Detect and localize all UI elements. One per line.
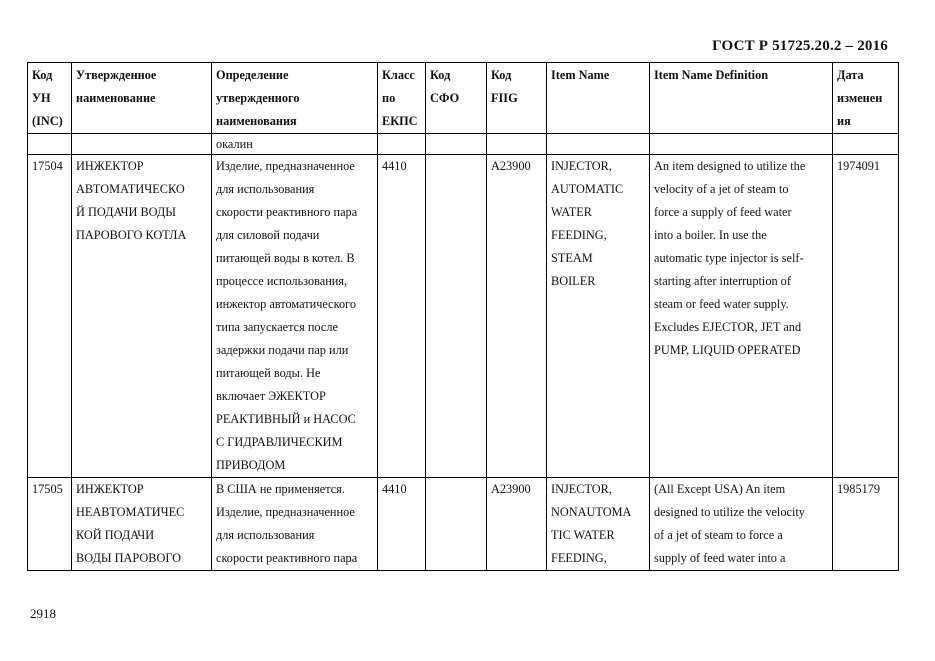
header-ekps-class: Класс по ЕКПС xyxy=(378,63,426,134)
table-cell xyxy=(650,134,833,155)
fiig-code-cell: A23900 xyxy=(487,155,547,478)
sfo-code-cell xyxy=(426,478,487,571)
approved-name-cell: ИНЖЕКТОР НЕАВТОМАТИЧЕС КОЙ ПОДАЧИ ВОДЫ ПАРОВОГО xyxy=(72,478,212,571)
header-approved-name: Утвержденное наименование xyxy=(72,63,212,134)
inc-code-cell: 17504 xyxy=(28,155,72,478)
table-cell: окалин xyxy=(212,134,378,155)
page-number: 2918 xyxy=(30,606,56,621)
header-row xyxy=(28,63,899,134)
header-item-name-definition: Item Name Definition xyxy=(650,63,833,134)
header-change-date: Дата изменен ия xyxy=(833,63,899,134)
definition-cell: В США не применяется. Изделие, предназначенное для использования скорости реактивного пара xyxy=(212,478,378,571)
table-row xyxy=(28,478,899,571)
table-cell xyxy=(426,134,487,155)
item-definition-cell: An item designed to utilize the velocity of a jet of steam to force a supply of feed water into a boiler. In use the automatic type injector is self- starting after interruption of steam or feed water supply. Excludes EJECTOR, JET and PUMP, LIQUID OPERATED xyxy=(650,155,833,478)
table-cell xyxy=(72,134,212,155)
items-table xyxy=(27,62,899,571)
ekps-class-cell: 4410 xyxy=(378,478,426,571)
fiig-code-cell: A23900 xyxy=(487,478,547,571)
table-cell xyxy=(487,134,547,155)
table-row xyxy=(28,155,899,478)
item-definition-cell: (All Except USA) An item designed to utilize the velocity of a jet of steam to force a supply of feed water into a xyxy=(650,478,833,571)
item-name-cell: INJECTOR, NONAUTOMA TIC WATER FEEDING, xyxy=(547,478,650,571)
table-cell xyxy=(28,134,72,155)
definition-cell: Изделие, предназначенное для использования скорости реактивного пара для силовой подачи питающей воды в котел. В процессе использования, инжектор автоматического типа запускается после задержки подачи пар или питающей воды. Не включает ЭЖЕКТОР РЕАКТИВНЫЙ и НАСОС С ГИДРАВЛИЧЕСКИМ ПРИВОДОМ xyxy=(212,155,378,478)
approved-name-cell: ИНЖЕКТОР АВТОМАТИЧЕСКО Й ПОДАЧИ ВОДЫ ПАРОВОГО КОТЛА xyxy=(72,155,212,478)
sfo-code-cell xyxy=(426,155,487,478)
table-cell xyxy=(833,134,899,155)
document-title: ГОСТ Р 51725.20.2 – 2016 xyxy=(712,38,888,54)
change-date-cell: 1974091 xyxy=(833,155,899,478)
table-cell xyxy=(378,134,426,155)
header-sfo-code: Код СФО xyxy=(426,63,487,134)
header-name-definition: Определение утвержденного наименования xyxy=(212,63,378,134)
change-date-cell: 1985179 xyxy=(833,478,899,571)
header-item-name: Item Name xyxy=(547,63,650,134)
header-fiig-code: Код FIIG xyxy=(487,63,547,134)
header-inc-code: Код УН (INC) xyxy=(28,63,72,134)
table-cell xyxy=(547,134,650,155)
ekps-class-cell: 4410 xyxy=(378,155,426,478)
inc-code-cell: 17505 xyxy=(28,478,72,571)
item-name-cell: INJECTOR, AUTOMATIC WATER FEEDING, STEAM BOILER xyxy=(547,155,650,478)
continuation-row xyxy=(28,134,899,155)
